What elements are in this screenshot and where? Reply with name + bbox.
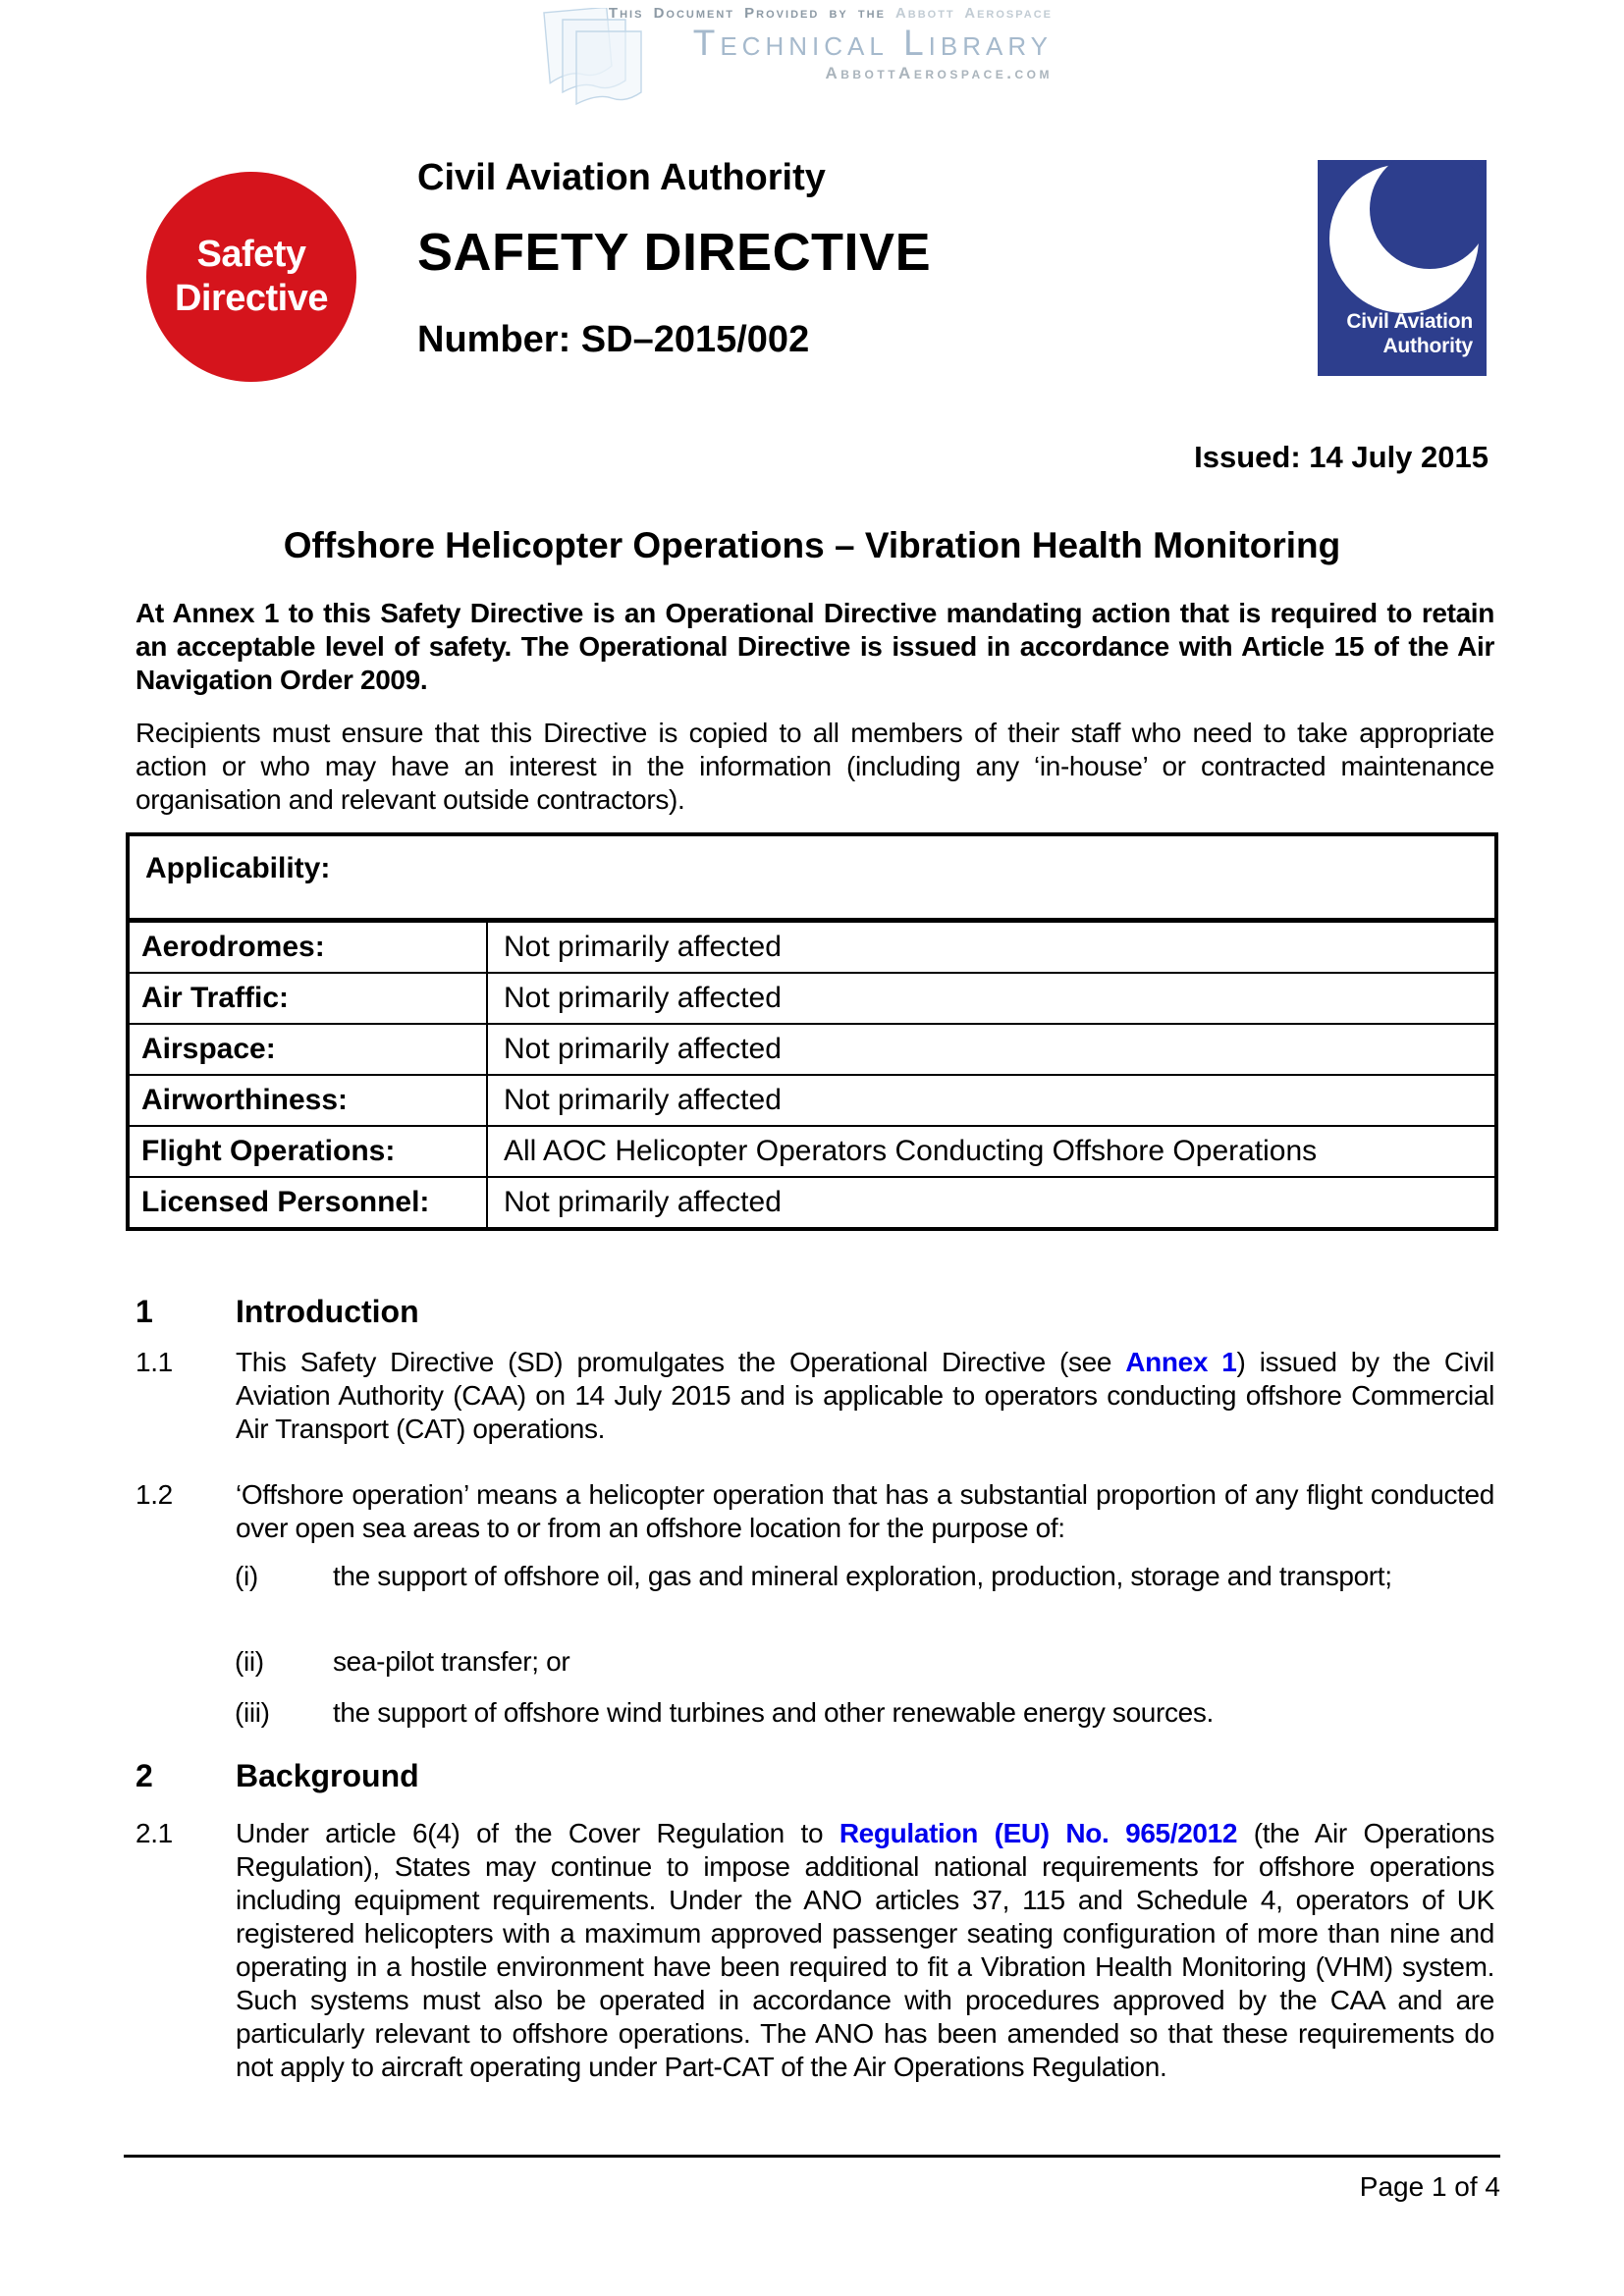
page-number: Page 1 of 4 — [1359, 2171, 1500, 2202]
row-value: Not primarily affected — [504, 1033, 782, 1065]
annex-1-link[interactable]: Annex 1 — [1125, 1347, 1237, 1377]
masthead-doc-type: SAFETY DIRECTIVE — [417, 223, 932, 282]
caa-logo-line1: Civil Aviation — [1346, 310, 1473, 333]
row-label: Air Traffic: — [130, 974, 488, 1023]
list-item — [135, 1560, 1494, 1593]
list-item-text: sea-pilot transfer; or — [333, 1646, 570, 1677]
paragraph-text: This Safety Directive (SD) promulgates the Operational Directive (see — [236, 1347, 1126, 1377]
section-number: 2 — [135, 1758, 153, 1793]
paragraph-text: (the Air Operations Regulation), States may continue to impose additional national requirements for offshore operations including equipment requirements. Under the ANO articles 37, 115 and Schedule 4, operators of UK registered helicopters with a maximum approved passenger seating configuration of more than nine and operating in a hostile environment have been required to fit a Vibration Health Monitoring (VHM) system. Such systems must also be operated in accordance with procedures approved by the CAA and are particularly relevant to offshore operations. The ANO has been amended so that these requirements do not apply to aircraft operating under Part-CAT of the Air Operations Regulation. — [236, 1818, 1494, 2082]
paragraph-1-1 — [135, 1346, 1494, 1446]
paragraph-text: ) issued by the Civil Aviation Authority (CAA) on 14 July 2015 and is applicable to operators conducting offshore Commercial Air Transport (CAT) operations. — [236, 1347, 1494, 1444]
table-row — [130, 1074, 1494, 1125]
table-row — [130, 1176, 1494, 1227]
row-label: Flight Operations: — [130, 1127, 488, 1176]
row-value: Not primarily affected — [504, 1186, 782, 1218]
section-2-heading — [135, 1758, 1494, 1794]
list-marker: (i) — [235, 1561, 258, 1591]
row-label: Airspace: — [130, 1025, 488, 1074]
list-marker: (ii) — [235, 1646, 264, 1677]
table-row — [130, 1125, 1494, 1176]
caa-logo — [1318, 160, 1487, 376]
row-label: Aerodromes: — [130, 923, 488, 972]
row-value: Not primarily affected — [504, 982, 782, 1014]
list-item-text: the support of offshore oil, gas and mineral exploration, production, storage and transport; — [333, 1561, 1392, 1591]
caa-logo-text — [1346, 309, 1473, 358]
caa-logo-line2: Authority — [1382, 335, 1473, 357]
paragraph-text: ‘Offshore operation’ means a helicopter operation that has a substantial proportion of any flight conducted over open sea areas to or from an offshore location for the purpose of: — [236, 1479, 1494, 1543]
safety-directive-badge-icon — [146, 172, 356, 382]
masthead-number: Number: SD–2015/002 — [417, 319, 810, 360]
banner-library-title: Technical Library — [692, 22, 1053, 63]
row-value: Not primarily affected — [504, 1084, 782, 1116]
table-row — [130, 923, 1494, 972]
banner-provided-by — [471, 6, 1053, 23]
paragraph-2-1 — [135, 1817, 1494, 2084]
list-marker: (iii) — [235, 1697, 270, 1728]
regulation-965-2012-link[interactable]: Regulation (EU) No. 965/2012 — [839, 1818, 1238, 1848]
paragraph-text: Under article 6(4) of the Cover Regulation to — [236, 1818, 839, 1848]
paragraph-number: 1.1 — [135, 1347, 173, 1377]
row-label: Airworthiness: — [130, 1076, 488, 1125]
list-item-text: the support of offshore wind turbines and other renewable energy sources. — [333, 1697, 1214, 1728]
section-1-heading — [135, 1294, 1494, 1330]
section-title: Background — [236, 1758, 419, 1793]
section-number: 1 — [135, 1294, 153, 1329]
page-title: Offshore Helicopter Operations – Vibration Health Monitoring — [283, 525, 1341, 565]
footer-divider — [124, 2155, 1500, 2158]
row-value: Not primarily affected — [504, 931, 782, 963]
list-item — [135, 1696, 1494, 1730]
applicability-header: Applicability: — [130, 836, 1494, 923]
badge-line1: Safety — [196, 234, 306, 275]
list-item — [135, 1645, 1494, 1679]
recipients-paragraph: Recipients must ensure that this Directive is copied to all members of their staff who need to take appropriate action or who may have an interest in the information (including any ‘in-house’ or contracted maintenance organisation and relevant outside contractors). — [135, 718, 1494, 815]
badge-line2: Directive — [174, 278, 329, 319]
paragraph-number: 2.1 — [135, 1818, 173, 1848]
applicability-table — [126, 832, 1498, 1231]
paragraph-1-2 — [135, 1478, 1494, 1545]
row-value: All AOC Helicopter Operators Conducting Offshore Operations — [504, 1135, 1318, 1167]
abbott-banner — [471, 6, 1053, 83]
section-title: Introduction — [236, 1294, 419, 1329]
lead-paragraph: At Annex 1 to this Safety Directive is an Operational Directive mandating action that is required to retain an acceptable level of safety. The Operational Directive is issued in accordance with Article 15 of the Air Navigation Order 2009. — [135, 598, 1494, 695]
banner-url-link[interactable]: AbbottAerospace.com — [825, 64, 1053, 83]
banner-brand: Abbott Aerospace — [894, 5, 1053, 22]
row-label: Licensed Personnel: — [130, 1178, 488, 1227]
issued-date: Issued: 14 July 2015 — [1194, 440, 1489, 474]
table-row — [130, 972, 1494, 1023]
paragraph-number: 1.2 — [135, 1479, 173, 1510]
table-row — [130, 1023, 1494, 1074]
banner-provided-by-text: This Document Provided by the — [608, 5, 886, 22]
masthead-org: Civil Aviation Authority — [417, 157, 826, 198]
